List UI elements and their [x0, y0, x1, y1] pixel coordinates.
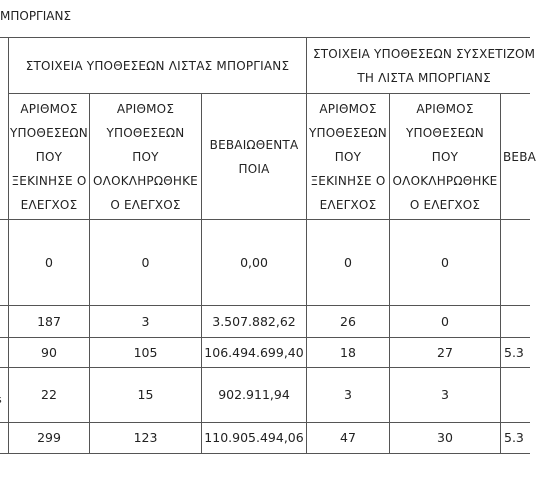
column-header-cases-completed-1: ΑΡΙΘΜΟΣ ΥΠΟΘΕΣΕΩΝ ΠΟΥ ΟΛΟΚΛΗΡΩΘΗΚΕ Ο ΕΛΕΓΧΟΣ — [93, 101, 198, 212]
table-cell: 0,00 — [240, 254, 268, 270]
table-cell: 105 — [133, 344, 158, 360]
column-header-assessed-amount-1: ΒΕΒΑΙΩΘΕΝΤΑ ΠΟΙΑ — [209, 137, 299, 176]
table-cell: 0 — [141, 254, 150, 270]
table-cell: 110.905.494,06 — [204, 430, 304, 445]
table-cell: 3 — [344, 387, 352, 402]
table-cell: 47 — [340, 430, 356, 445]
group-header-borgians-list: ΣΤΟΙΧΕΙΑ ΥΠΟΘΕΣΕΩΝ ΛΙΣΤΑΣ ΜΠΟΡΓΙΑΝΣ — [25, 58, 290, 73]
table-cell: 0 — [441, 313, 449, 329]
table-cell: 299 — [37, 430, 61, 445]
table-cell: 22 — [41, 387, 57, 402]
table-cell: 902.911,94 — [218, 387, 290, 402]
column-header-cases-started-2: ΑΡΙΘΜΟΣ ΥΠΟΘΕΣΕΩΝ ΠΟΥ ΞΕΚΙΝΗΣΕ Ο ΕΛΕΓΧΟΣ — [309, 101, 387, 212]
group-header-related-cases: ΣΤΟΙΧΕΙΑ ΥΠΟΘΕΣΕΩΝ ΣΥΣΧΕΤΙΖΟΜ ΤΗ ΛΙΣΤΑ ΜΠΟΡΓΙΑΝΣ — [313, 46, 536, 85]
table-cell: 27 — [437, 344, 453, 360]
table-cell: 123 — [133, 430, 158, 445]
table-cell: 90 — [41, 344, 57, 360]
table-cell: 5.3 — [504, 430, 524, 445]
table-cell: 0 — [441, 254, 449, 270]
table-cell: 15 — [137, 387, 154, 402]
page-title: ΜΠΟΡΓΙΑΝΣ — [0, 9, 72, 23]
table-cell: 18 — [340, 344, 356, 360]
table-cell: 0 — [344, 254, 352, 270]
table-cell: 187 — [37, 313, 61, 329]
column-header-cases-started-1: ΑΡΙΘΜΟΣ ΥΠΟΘΕΣΕΩΝ ΠΟΥ ΞΕΚΙΝΗΣΕ Ο ΕΛΕΓΧΟΣ — [10, 101, 88, 212]
column-header-cases-completed-2: ΑΡΙΘΜΟΣ ΥΠΟΘΕΣΕΩΝ ΠΟΥ ΟΛΟΚΛΗΡΩΘΗΚΕ Ο ΕΛΕΓΧΟΣ — [392, 101, 498, 212]
table-cell: 5.3 — [504, 344, 524, 360]
table-cell: 3.507.882,62 — [212, 313, 296, 329]
column-header-assessed-amount-2: ΒΕΒΑ — [503, 149, 537, 164]
rule-bottom — [0, 453, 530, 454]
table-cell — [501, 220, 533, 305]
table-cell: 106.494.699,40 — [204, 344, 304, 360]
table-cell — [501, 306, 533, 337]
truncated-text-fragment — [0, 393, 2, 406]
table-cell — [501, 368, 533, 422]
table-cell: 0 — [45, 254, 53, 270]
table-cell: 3 — [141, 313, 150, 329]
table-cell: 3 — [441, 387, 449, 402]
table-cell: 26 — [340, 313, 356, 329]
table-cell: 30 — [437, 430, 453, 445]
